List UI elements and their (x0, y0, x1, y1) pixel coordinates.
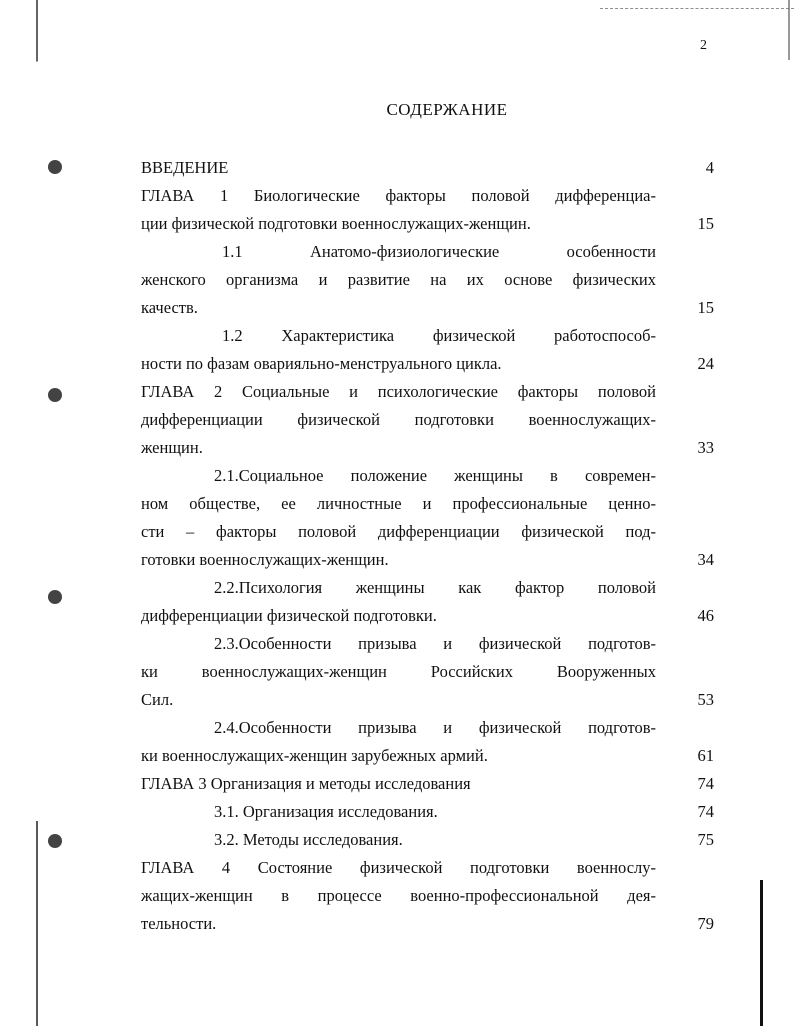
punch-hole-mark (48, 590, 62, 604)
toc-s12-line1: 1.2 Характеристика физической работоспособ- (222, 326, 656, 345)
toc-ch1-line1: ГЛАВА 1 Биологические факторы половой дифференциа- (141, 186, 656, 205)
toc-s21-line1: 2.1.Социальное положение женщины в современ- (214, 466, 656, 485)
scan-edge-left (36, 0, 38, 1026)
toc-s31-page: 74 (697, 802, 714, 821)
toc-s24-page: 61 (697, 746, 714, 765)
scan-edge-right-top (788, 0, 790, 60)
toc-s23-line3: Сил. (141, 690, 174, 709)
toc-ch1-line2: ции физической подготовки военнослужащих-женщин. (141, 214, 531, 233)
toc-s11-line3: качеств. (141, 298, 198, 317)
punch-hole-mark (48, 834, 62, 848)
toc-ch4-page: 79 (697, 914, 714, 933)
toc-s21-line2: ном обществе, ее личностные и профессиональные ценно- (141, 494, 656, 513)
toc-ch4-line2: жащих-женщин в процессе военно-профессиональной дея- (141, 886, 656, 905)
toc-s24-line1: 2.4.Особенности призыва и физической подготов- (214, 718, 656, 737)
toc-ch2-page: 33 (697, 438, 714, 457)
toc-s12-line2: ности по фазам оварияльно-менструального цикла. (141, 354, 502, 373)
toc-s22-page: 46 (697, 606, 714, 625)
punch-hole-mark (48, 160, 62, 174)
toc-ch4-line3: тельности. (141, 914, 217, 933)
page-number: 2 (700, 38, 707, 53)
toc-ch4-line1: ГЛАВА 4 Состояние физической подготовки военнослу- (141, 858, 656, 877)
toc-ch2-line3: женщин. (141, 438, 203, 457)
toc-s24-line2: ки военнослужащих-женщин зарубежных армий. (141, 746, 488, 765)
scan-edge-top (600, 0, 794, 9)
toc-s21-line4: готовки военнослужащих-женщин. (141, 550, 389, 569)
toc-ch2-line2: дифференциации физической подготовки военнослужащих- (141, 410, 656, 429)
toc-ch2-line1: ГЛАВА 2 Социальные и психологические факторы половой (141, 382, 656, 401)
toc-intro-text: ВВЕДЕНИЕ (141, 158, 229, 177)
toc-s31-text: 3.1. Организация исследования. (214, 802, 438, 821)
toc-s11-line1: 1.1 Анатомо-физиологические особенности (222, 242, 656, 261)
toc-s11-line2: женского организма и развитие на их основе физических (141, 270, 656, 289)
toc-ch3-page: 74 (697, 774, 714, 793)
scan-edge-right (760, 880, 763, 1026)
toc-s32-page: 75 (697, 830, 714, 849)
page-title: СОДЕРЖАНИЕ (386, 100, 508, 119)
toc-s23-page: 53 (697, 690, 714, 709)
toc-s23-line2: ки военнослужащих-женщин Российских Вооруженных (141, 662, 656, 681)
toc-intro-page: 4 (705, 158, 714, 177)
toc-ch3-text: ГЛАВА 3 Организация и методы исследования (141, 774, 471, 793)
toc-s22-line1: 2.2.Психология женщины как фактор половой (214, 578, 656, 597)
toc-ch1-page: 15 (697, 214, 714, 233)
toc-s12-page: 24 (697, 354, 714, 373)
toc-s23-line1: 2.3.Особенности призыва и физической подготов- (214, 634, 656, 653)
toc-s21-line3: сти – факторы половой дифференциации физической под- (141, 522, 656, 541)
punch-hole-mark (48, 388, 62, 402)
toc-s32-text: 3.2. Методы исследования. (214, 830, 403, 849)
toc-s22-line2: дифференциации физической подготовки. (141, 606, 437, 625)
toc-s21-page: 34 (697, 550, 714, 569)
toc-s11-page: 15 (697, 298, 714, 317)
